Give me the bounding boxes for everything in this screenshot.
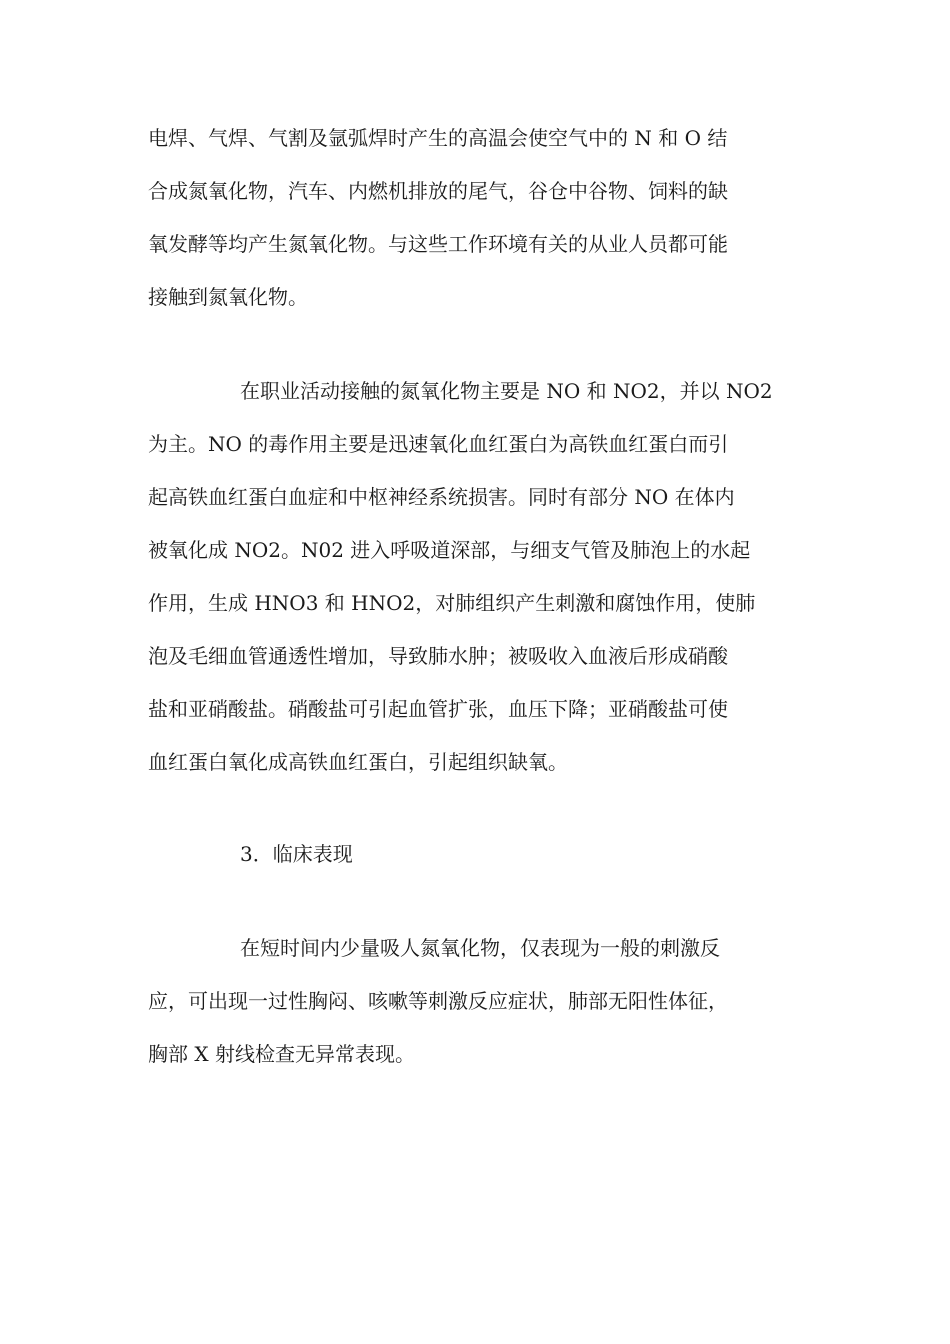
text-line: 合成氮氧化物，汽车、内燃机排放的尾气，谷仓中谷物、饲料的缺	[148, 179, 728, 203]
text-line: 在短时间内少量吸人氮氧化物，仅表现为一般的刺激反	[240, 936, 720, 960]
text-line: 接触到氮氧化物。	[148, 285, 308, 309]
heading-text: 3．临床表现	[240, 842, 353, 866]
text-line: 胸部 X 射线检查无异常表现。	[148, 1042, 415, 1066]
text-line: 作用，生成 HNO3 和 HNO2，对肺组织产生刺激和腐蚀作用，使肺	[148, 591, 756, 615]
text-line: 氧发酵等均产生氮氧化物。与这些工作环境有关的从业人员都可能	[148, 232, 728, 256]
text-line: 被氧化成 NO2。N02 进入呼吸道深部，与细支气管及肺泡上的水起	[148, 538, 751, 562]
text-line: 盐和亚硝酸盐。硝酸盐可引起血管扩张，血压下降；亚硝酸盐可使	[148, 697, 728, 721]
text-line: 起高铁血红蛋白血症和中枢神经系统损害。同时有部分 NO 在体内	[148, 485, 735, 509]
text-line: 应，可出现一过性胸闷、咳嗽等刺激反应症状，肺部无阳性体征，	[148, 989, 728, 1013]
text-line: 电焊、气焊、气割及氩弧焊时产生的高温会使空气中的 N 和 O 结	[148, 126, 728, 150]
text-line: 为主。NO 的毒作用主要是迅速氧化血红蛋白为高铁血红蛋白而引	[148, 432, 729, 456]
text-line: 泡及毛细血管通透性增加，导致肺水肿；被吸收入血液后形成硝酸	[148, 644, 728, 668]
text-line: 血红蛋白氧化成高铁血红蛋白，引起组织缺氧。	[148, 750, 568, 774]
text-line: 在职业活动接触的氮氧化物主要是 NO 和 NO2，并以 NO2	[240, 379, 773, 403]
